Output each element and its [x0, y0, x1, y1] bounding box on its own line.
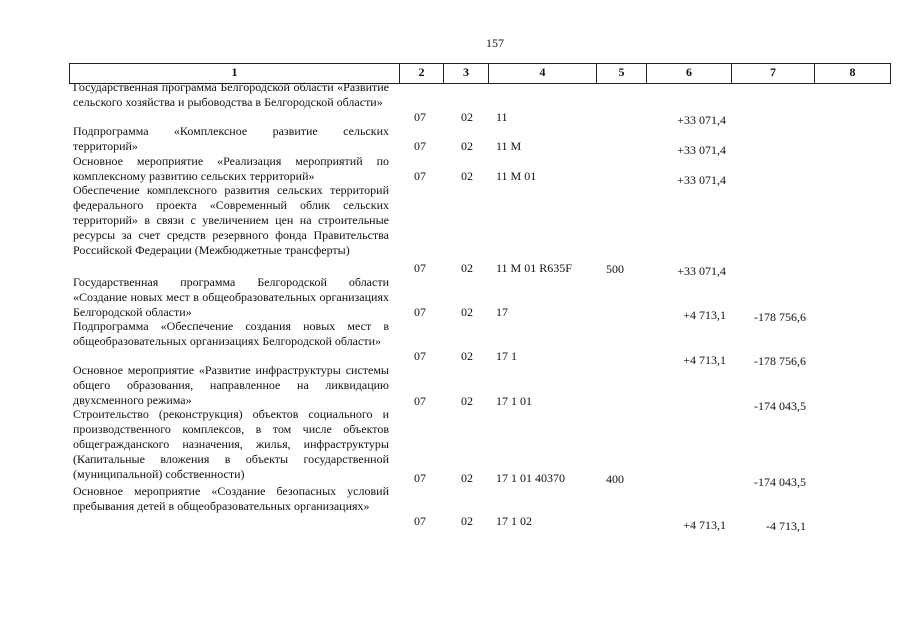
- row-col-6: +33 071,4: [677, 143, 726, 157]
- row-description: Основное мероприятие «Реализация мероприятий по комплексному развитию сельских территорий»: [73, 154, 389, 183]
- row-description: Государственная программа Белгородской области «Развитие сельского хозяйства и рыбоводства в Белгородской области»: [73, 80, 389, 109]
- row-col-5: 400: [606, 472, 624, 486]
- row-col-3: 02: [461, 394, 473, 408]
- row-col-2: 07: [414, 394, 426, 408]
- page-number: 157: [486, 36, 504, 50]
- row-col-6: +33 071,4: [677, 264, 726, 278]
- row-col-3: 02: [461, 110, 473, 124]
- row-col-3: 02: [461, 514, 473, 528]
- row-description: Обеспечение комплексного развития сельских территорий федерального проекта «Современный облик сельских территорий» в связи с увеличением цен на строительные ресурсы за счет средств резервного фонда Правительства Российской Федерации (Межбюджетные трансферты): [73, 183, 389, 257]
- column-header-6: 6: [647, 64, 732, 83]
- row-col-6: +33 071,4: [677, 113, 726, 127]
- row-col-6: +33 071,4: [677, 173, 726, 187]
- column-header-8: 8: [849, 65, 856, 79]
- row-description: Подпрограмма «Комплексное развитие сельских территорий»: [73, 124, 389, 153]
- row-col-3: 02: [461, 261, 473, 275]
- row-col-4: 11 М 01 R635F: [496, 261, 572, 275]
- row-col-5: 500: [606, 262, 624, 276]
- row-col-4: 17 1 01 40370: [496, 471, 565, 485]
- row-col-6: +4 713,1: [683, 518, 726, 532]
- row-col-7: -174 043,5: [754, 399, 806, 413]
- row-col-6: +4 713,1: [683, 308, 726, 322]
- row-description: Государственная программа Белгородской области «Создание новых мест в общеобразовательных организациях Белгородской области»: [73, 275, 389, 319]
- column-header-7: 7: [732, 64, 815, 83]
- row-description: Строительство (реконструкция) объектов социального и производственного комплексов, в том числе объектов общегражданского назначения, жилья, инфраструктуры (Капитальные вложения в объекты государственной (муниципальной) собственности): [73, 407, 389, 481]
- row-col-4: 17 1 02: [496, 514, 532, 528]
- row-col-3: 02: [461, 471, 473, 485]
- row-col-3: 02: [461, 169, 473, 183]
- row-col-4: 17: [496, 305, 508, 319]
- row-col-7: -178 756,6: [754, 310, 806, 324]
- row-description: Основное мероприятие «Развитие инфраструктуры системы общего образования, направленное на ликвидацию двухсменного режима»: [73, 363, 389, 407]
- column-header-1: 1: [70, 64, 400, 83]
- row-col-4: 11 М 01: [496, 169, 537, 183]
- row-col-2: 07: [414, 110, 426, 124]
- row-col-3: 02: [461, 139, 473, 153]
- row-col-3: 02: [461, 349, 473, 363]
- row-col-7: -4 713,1: [766, 519, 806, 533]
- row-col-7: -178 756,6: [754, 354, 806, 368]
- row-col-2: 07: [414, 349, 426, 363]
- row-col-2: 07: [414, 514, 426, 528]
- row-col-2: 07: [414, 261, 426, 275]
- row-col-4: 17 1 01: [496, 394, 532, 408]
- column-header-5: 5: [597, 64, 647, 83]
- row-col-2: 07: [414, 471, 426, 485]
- column-header-3: 3: [444, 64, 489, 83]
- row-col-4: 11 М: [496, 139, 522, 153]
- row-col-7: -174 043,5: [754, 475, 806, 489]
- row-col-2: 07: [414, 169, 426, 183]
- column-header-4: 4: [489, 64, 597, 83]
- row-col-6: +4 713,1: [683, 353, 726, 367]
- row-description: Основное мероприятие «Создание безопасных условий пребывания детей в общеобразовательных организациях»: [73, 484, 389, 513]
- row-col-3: 02: [461, 305, 473, 319]
- column-header-2: 2: [400, 64, 444, 83]
- row-col-4: 17 1: [496, 349, 517, 363]
- row-col-2: 07: [414, 139, 426, 153]
- row-description: Подпрограмма «Обеспечение создания новых мест в общеобразовательных организациях Белгородской области»: [73, 319, 389, 348]
- row-col-2: 07: [414, 305, 426, 319]
- row-col-4: 11: [496, 110, 508, 124]
